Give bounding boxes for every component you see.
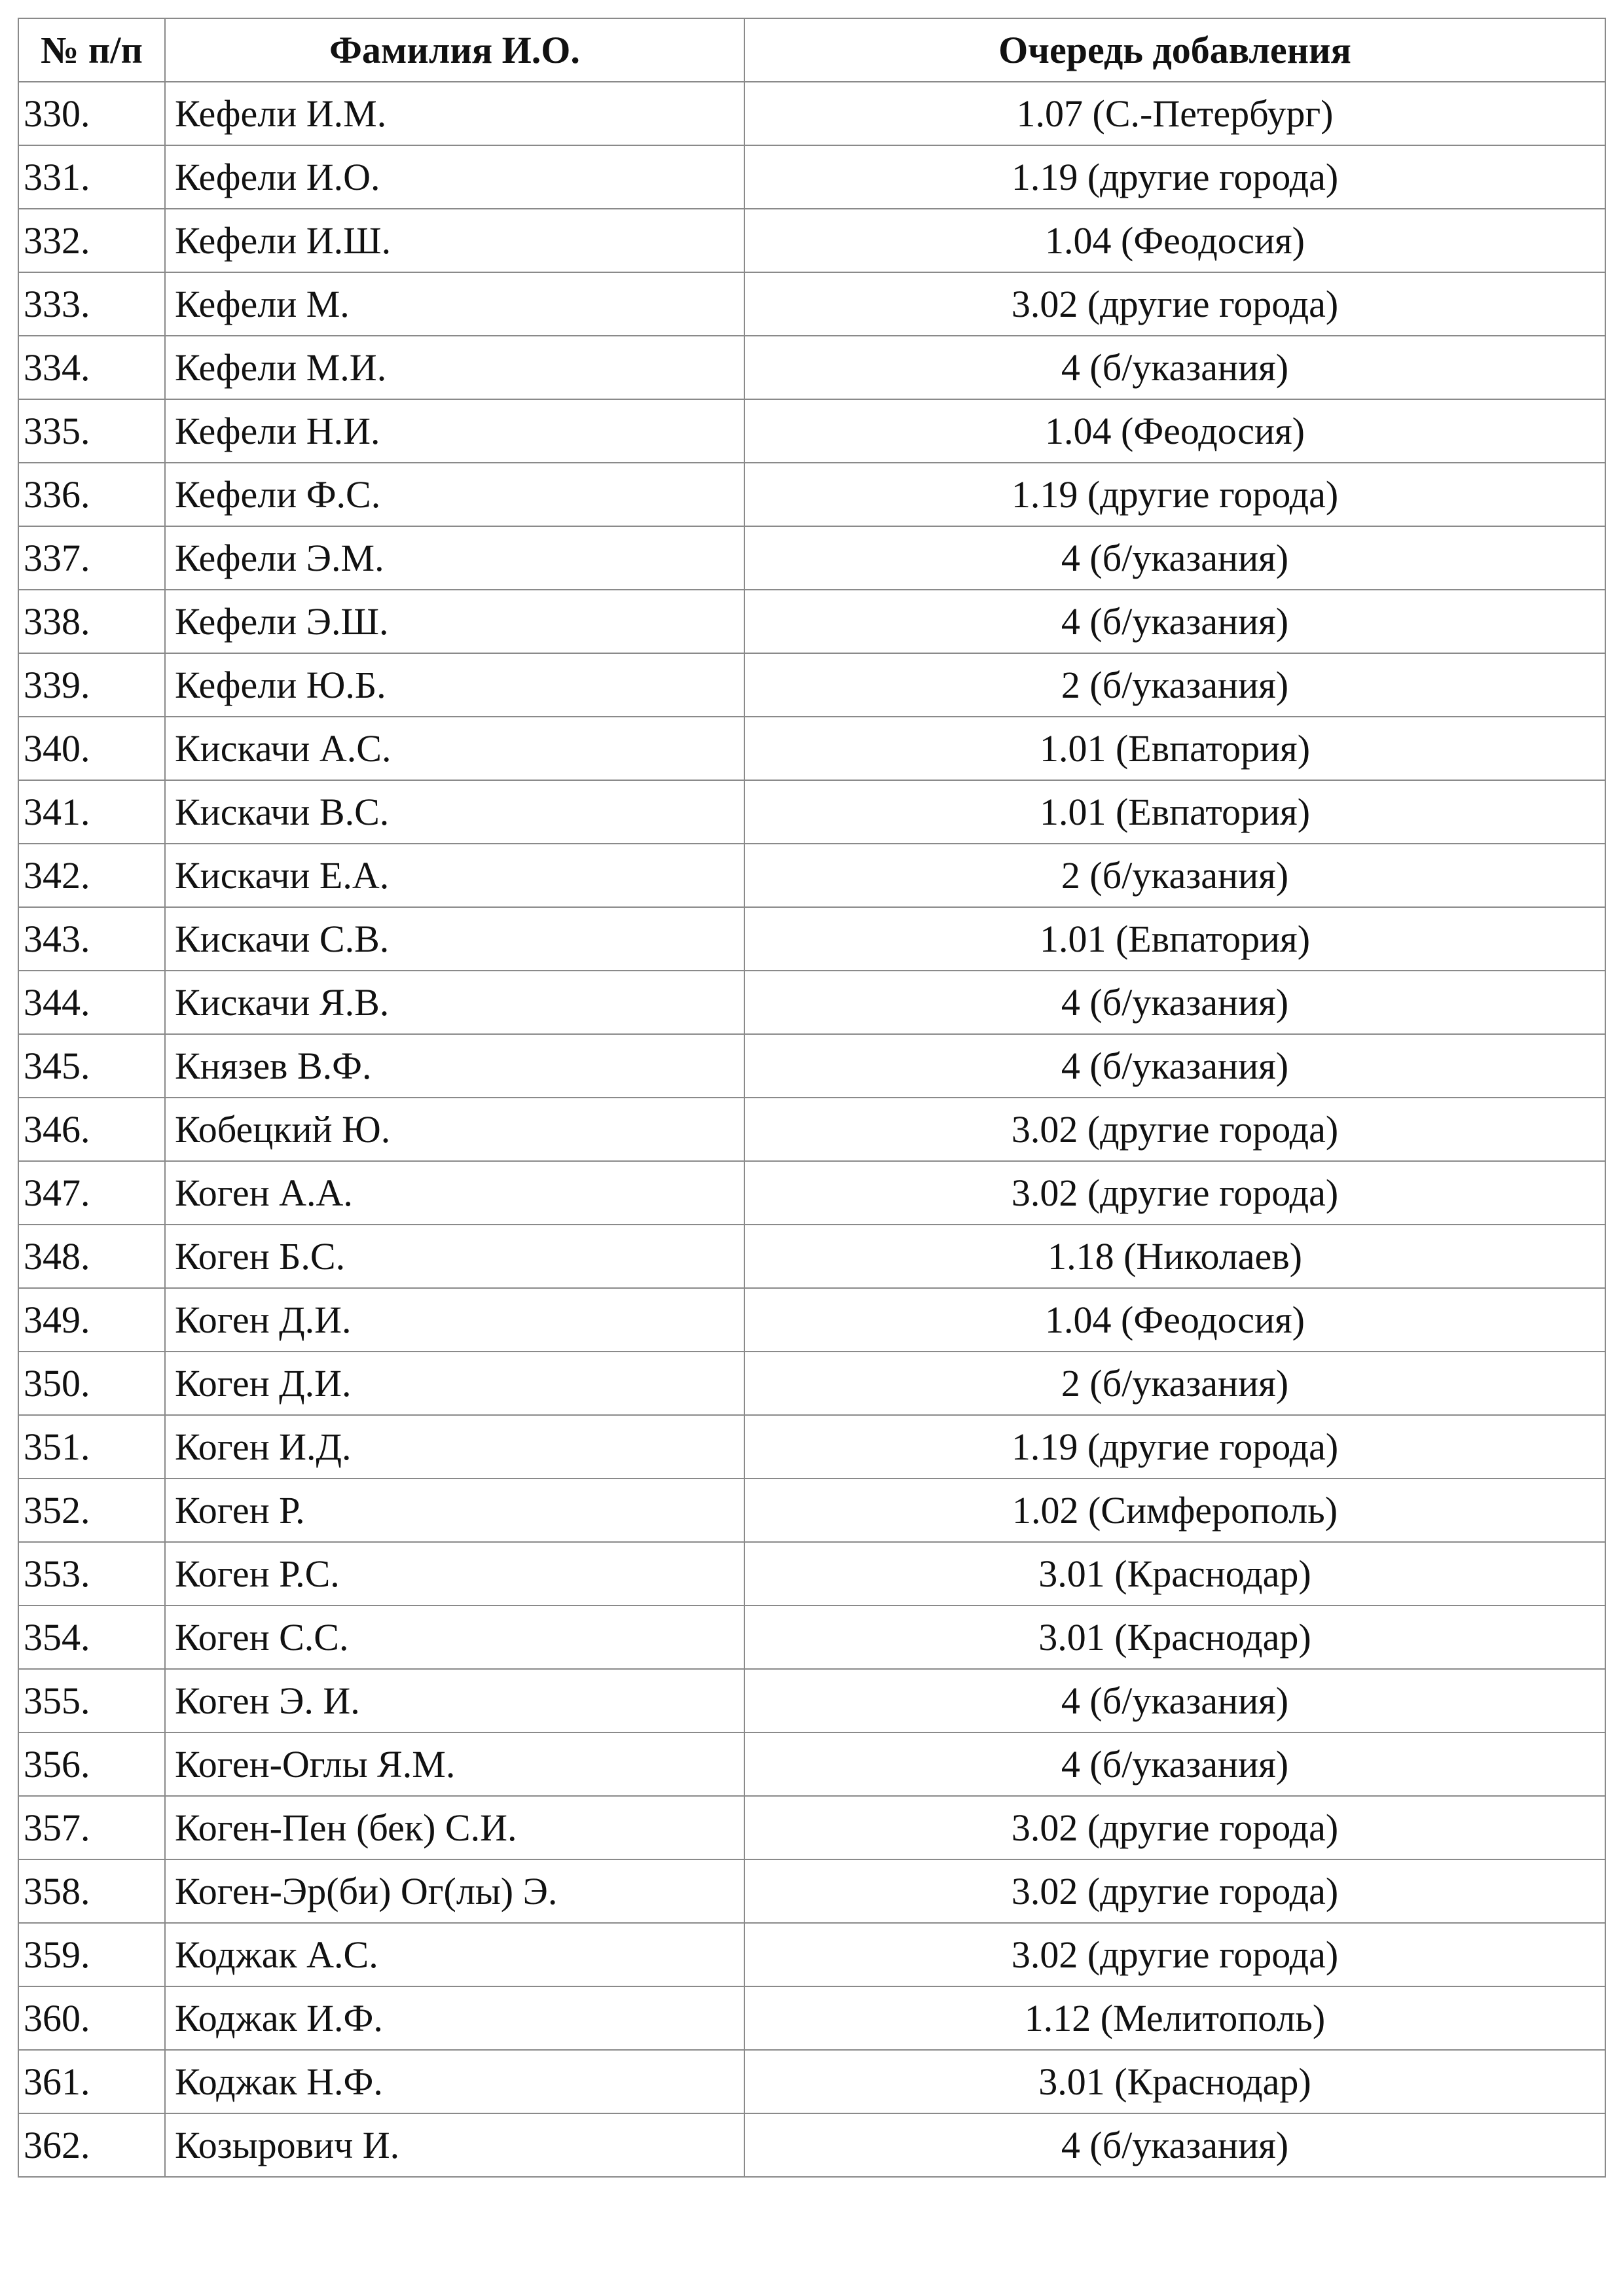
row-name-cell: Кефели Ю.Б. [165,653,744,717]
row-name-cell: Козырович И. [165,2113,744,2177]
table-row [18,526,1605,590]
table-row [18,2050,1605,2113]
row-name-cell: Коген-Эр(би) Ог(лы) Э. [165,1859,744,1923]
row-name-cell: Кефели М.И. [165,336,744,399]
table-row [18,1923,1605,1986]
row-queue-cell: 2 (б/указания) [744,844,1605,907]
table-row [18,272,1605,336]
row-number-cell: 353. [18,1542,165,1605]
row-name-cell: Коджак А.С. [165,1923,744,1986]
header-row [18,18,1605,82]
row-queue-cell: 1.19 (другие города) [744,145,1605,209]
row-number-cell: 350. [18,1352,165,1415]
row-queue-cell: 4 (б/указания) [744,526,1605,590]
row-name-cell: Коген Д.И. [165,1352,744,1415]
row-queue-cell: 3.02 (другие города) [744,272,1605,336]
row-queue-cell: 1.18 (Николаев) [744,1225,1605,1288]
row-name-cell: Коджак И.Ф. [165,1986,744,2050]
row-number-cell: 330. [18,82,165,145]
row-queue-cell: 4 (б/указания) [744,2113,1605,2177]
table-row [18,2113,1605,2177]
row-number-cell: 340. [18,717,165,780]
row-name-cell: Кефели И.О. [165,145,744,209]
row-number-cell: 345. [18,1034,165,1098]
row-queue-cell: 1.01 (Евпатория) [744,780,1605,844]
table-row [18,907,1605,971]
row-number-cell: 362. [18,2113,165,2177]
row-name-cell: Коген А.А. [165,1161,744,1225]
row-number-cell: 346. [18,1098,165,1161]
row-queue-cell: 4 (б/указания) [744,1034,1605,1098]
table-row [18,399,1605,463]
row-name-cell: Коген Э. И. [165,1669,744,1732]
row-number-cell: 333. [18,272,165,336]
row-number-cell: 343. [18,907,165,971]
row-queue-cell: 1.19 (другие города) [744,463,1605,526]
table-header [18,18,1605,82]
row-queue-cell: 4 (б/указания) [744,336,1605,399]
row-queue-cell: 3.01 (Краснодар) [744,1605,1605,1669]
table-row [18,463,1605,526]
row-name-cell: Кефели Э.Ш. [165,590,744,653]
row-number-cell: 356. [18,1732,165,1796]
table-row [18,145,1605,209]
row-number-cell: 360. [18,1986,165,2050]
row-name-cell: Коджак Н.Ф. [165,2050,744,2113]
row-name-cell: Коген-Пен (бек) С.И. [165,1796,744,1859]
column-header-name: Фамилия И.О. [165,18,744,82]
row-number-cell: 357. [18,1796,165,1859]
table-row [18,1415,1605,1479]
row-name-cell: Коген С.С. [165,1605,744,1669]
row-queue-cell: 1.07 (С.-Петербург) [744,82,1605,145]
table-row [18,1288,1605,1352]
row-name-cell: Кискачи Е.А. [165,844,744,907]
row-name-cell: Коген Д.И. [165,1288,744,1352]
table-row [18,1479,1605,1542]
row-number-cell: 347. [18,1161,165,1225]
table-row [18,82,1605,145]
table-row [18,1796,1605,1859]
row-name-cell: Коген Б.С. [165,1225,744,1288]
row-name-cell: Кефели И.Ш. [165,209,744,272]
row-number-cell: 361. [18,2050,165,2113]
table-row [18,1542,1605,1605]
row-queue-cell: 1.04 (Феодосия) [744,209,1605,272]
table-row [18,1605,1605,1669]
table-row [18,1161,1605,1225]
row-queue-cell: 2 (б/указания) [744,1352,1605,1415]
row-number-cell: 351. [18,1415,165,1479]
row-queue-cell: 1.04 (Феодосия) [744,1288,1605,1352]
table-body [18,82,1605,2177]
row-queue-cell: 3.01 (Краснодар) [744,1542,1605,1605]
table-row [18,1034,1605,1098]
row-name-cell: Кефели М. [165,272,744,336]
row-name-cell: Коген-Оглы Я.М. [165,1732,744,1796]
row-number-cell: 334. [18,336,165,399]
row-queue-cell: 3.02 (другие города) [744,1796,1605,1859]
table-row [18,209,1605,272]
row-number-cell: 359. [18,1923,165,1986]
table-row [18,336,1605,399]
row-name-cell: Кискачи В.С. [165,780,744,844]
row-name-cell: Кефели Ф.С. [165,463,744,526]
row-number-cell: 348. [18,1225,165,1288]
column-header-queue: Очередь добавления [744,18,1605,82]
row-queue-cell: 3.01 (Краснодар) [744,2050,1605,2113]
table-row [18,971,1605,1034]
row-name-cell: Князев В.Ф. [165,1034,744,1098]
row-name-cell: Коген Р.С. [165,1542,744,1605]
row-queue-cell: 4 (б/указания) [744,590,1605,653]
row-queue-cell: 3.02 (другие города) [744,1161,1605,1225]
row-number-cell: 358. [18,1859,165,1923]
row-queue-cell: 1.01 (Евпатория) [744,717,1605,780]
row-queue-cell: 1.01 (Евпатория) [744,907,1605,971]
table-row [18,1986,1605,2050]
row-name-cell: Кефели И.М. [165,82,744,145]
row-number-cell: 344. [18,971,165,1034]
row-name-cell: Кефели Э.М. [165,526,744,590]
row-queue-cell: 3.02 (другие города) [744,1098,1605,1161]
row-name-cell: Коген Р. [165,1479,744,1542]
row-queue-cell: 1.04 (Феодосия) [744,399,1605,463]
row-name-cell: Кефели Н.И. [165,399,744,463]
row-number-cell: 354. [18,1605,165,1669]
row-queue-cell: 1.12 (Мелитополь) [744,1986,1605,2050]
row-queue-cell: 2 (б/указания) [744,653,1605,717]
table-row [18,1098,1605,1161]
row-queue-cell: 4 (б/указания) [744,971,1605,1034]
row-number-cell: 332. [18,209,165,272]
table-row [18,844,1605,907]
row-name-cell: Кискачи А.С. [165,717,744,780]
row-queue-cell: 1.02 (Симферополь) [744,1479,1605,1542]
table-row [18,780,1605,844]
table-row [18,717,1605,780]
row-number-cell: 352. [18,1479,165,1542]
row-number-cell: 339. [18,653,165,717]
row-queue-cell: 1.19 (другие города) [744,1415,1605,1479]
table-row [18,1732,1605,1796]
row-number-cell: 355. [18,1669,165,1732]
row-number-cell: 341. [18,780,165,844]
table-row [18,1352,1605,1415]
column-header-number: № п/п [18,18,165,82]
row-number-cell: 331. [18,145,165,209]
row-number-cell: 349. [18,1288,165,1352]
table-row [18,653,1605,717]
row-number-cell: 342. [18,844,165,907]
row-queue-cell: 4 (б/указания) [744,1669,1605,1732]
row-number-cell: 338. [18,590,165,653]
row-name-cell: Кобецкий Ю. [165,1098,744,1161]
row-number-cell: 336. [18,463,165,526]
table-row [18,1225,1605,1288]
row-queue-cell: 3.02 (другие города) [744,1859,1605,1923]
row-queue-cell: 4 (б/указания) [744,1732,1605,1796]
row-name-cell: Коген И.Д. [165,1415,744,1479]
row-name-cell: Кискачи С.В. [165,907,744,971]
table-row [18,1669,1605,1732]
row-number-cell: 335. [18,399,165,463]
row-queue-cell: 3.02 (другие города) [744,1923,1605,1986]
row-number-cell: 337. [18,526,165,590]
row-name-cell: Кискачи Я.В. [165,971,744,1034]
register-table [18,18,1606,2178]
table-row [18,590,1605,653]
table-row [18,1859,1605,1923]
